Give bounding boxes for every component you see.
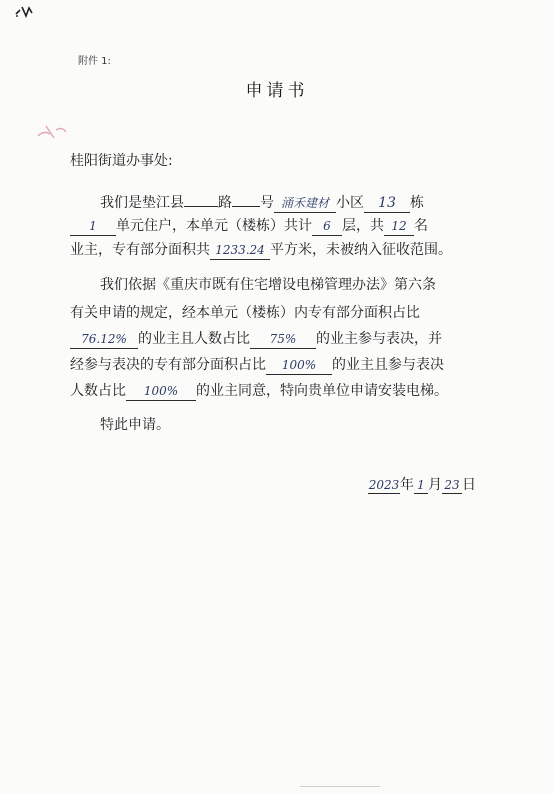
- community-field: [274, 196, 336, 213]
- text: 业主，专有部分面积共: [70, 242, 210, 258]
- para1-line2: [70, 215, 428, 236]
- month-suffix: 月: [428, 477, 442, 493]
- unit-field: [70, 219, 116, 236]
- handwritten-community: 涌禾建材: [280, 196, 329, 210]
- handwritten-voting-area-ratio: 100%: [281, 358, 317, 372]
- handwritten-people-ratio: 75%: [269, 332, 297, 346]
- scan-edge-line: [300, 786, 380, 787]
- handwritten-month: 1: [417, 478, 425, 492]
- text: 小区: [336, 195, 364, 211]
- text: 我们是垫江县: [100, 195, 184, 211]
- para2-line3: [70, 328, 442, 349]
- text: 路: [218, 195, 232, 211]
- para1-line1: [100, 190, 424, 213]
- handwritten-unit: 1: [89, 219, 97, 233]
- salutation: 桂阳街道办事处:: [70, 153, 173, 169]
- day-suffix: 日: [462, 477, 476, 493]
- text: 平方米，未被纳入征收范围。: [270, 242, 452, 258]
- text: 的业主同意，特向贵单位申请安装电梯。: [196, 383, 448, 399]
- text: 号: [260, 195, 274, 211]
- attachment-label: 附件 1:: [78, 56, 111, 67]
- text: 的业主且人数占比: [138, 331, 250, 347]
- closing: 特此申请。: [100, 417, 170, 433]
- handwritten-owners: 12: [391, 219, 407, 233]
- scan-artifact-mark: [14, 4, 36, 18]
- text: 人数占比: [70, 383, 126, 399]
- ink-smudge: [36, 122, 70, 144]
- para2-line1: 我们依据《重庆市既有住宅增设电梯管理办法》第六条: [100, 277, 436, 293]
- para2-line2: 有关申请的规定，经本单元（楼栋）内专有部分面积占比: [70, 305, 420, 321]
- handwritten-floors: 6: [323, 219, 331, 233]
- handwritten-area: 1233.24: [215, 243, 265, 257]
- para2-line5: [70, 380, 448, 401]
- handwritten-building: 13: [378, 195, 396, 211]
- handwritten-day: 23: [444, 478, 460, 492]
- people-ratio-field: [250, 332, 316, 349]
- year-field: [368, 477, 400, 494]
- area-field: [210, 243, 270, 260]
- text: 栋: [410, 195, 424, 211]
- text: 的业主且参与表决: [332, 357, 444, 373]
- handwritten-voting-people-ratio: 100%: [143, 384, 179, 398]
- text: 单元住户，本单元（楼栋）共计: [116, 218, 312, 234]
- day-field: [442, 477, 462, 494]
- month-field: [414, 477, 428, 494]
- text: 名: [414, 218, 428, 234]
- owners-field: [384, 219, 414, 236]
- text: 的业主参与表决，并: [316, 331, 442, 347]
- floors-field: [312, 219, 342, 236]
- date-line: [368, 474, 476, 494]
- handwritten-year: 2023: [368, 478, 400, 492]
- area-ratio-field: [70, 332, 138, 349]
- text: 层，共: [342, 218, 384, 234]
- year-suffix: 年: [400, 477, 414, 493]
- document-title: 申请书: [245, 81, 309, 101]
- handwritten-area-ratio: 76.12%: [81, 332, 127, 346]
- number-blank: [232, 190, 260, 207]
- para1-line3: [70, 239, 452, 260]
- building-field: [364, 196, 410, 213]
- road-blank: [184, 190, 218, 207]
- para2-line4: [70, 354, 444, 375]
- voting-people-ratio-field: [126, 384, 196, 401]
- text: 经参与表决的专有部分面积占比: [70, 357, 266, 373]
- voting-area-ratio-field: [266, 358, 332, 375]
